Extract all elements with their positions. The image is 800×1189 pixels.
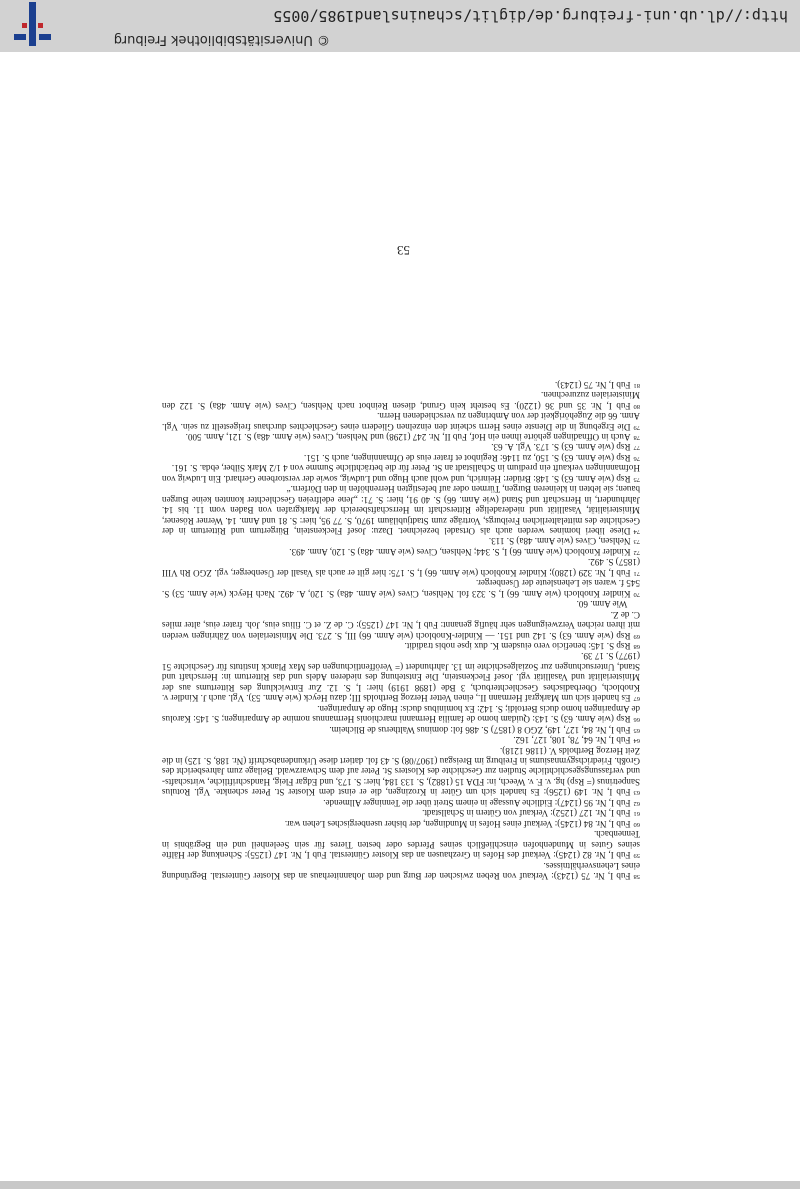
footnote	[162, 724, 640, 734]
footnote-text: Kindler Knobloch (wie Anm. 66) I, S. 344; Nehlsen, Cives (wie Anm. 48a) S. 120, Anm. 493.	[289, 546, 631, 557]
footnote-text: Fub I, Nr. 64, 78, 108, 127, 162.	[513, 735, 631, 746]
footnote-number: 69	[633, 632, 640, 640]
footnote-text: Rsp S. 145: beneficio vero eiusdem K. dux ipse nobis tradidit.	[404, 641, 631, 652]
footnote-number: 72	[633, 548, 640, 556]
footnote-text: Fub I, Nr. 329 (1280); Kindler Knobloch (wie Anm. 66) I, S. 175: hier gilt er auch als Vasall der Üsenberger, vgl. ZGO Rh VIII (1857) S. 492.	[162, 557, 640, 578]
copyright-text: © Universitätsbibliothek Freiburg	[113, 32, 330, 47]
footnote-number: 73	[633, 538, 640, 546]
footnote-text: Fub I, Nr. 149 (1256): Es handelt sich um Güter in Krozingen, die er einst dem Kloster St. Peter schenkte. Vgl. Rotulus Sanpetrinus (= Rsp) hg. v. F. v. Weech, in: FDA 15 (1882), S. 133 184, hier: S. 173, und Edgar Fleig, Handschriftliche, wirtschafts- und verfassungsgeschichtliche Studien zur Geschichte des Klosters St. Peter auf dem Schwarzwald. Beilage zum Jahresbericht des Großh. Friedrichsgymnasiums in Freiburg im Breisgau (1907/08) S. 43 fol. datiert diese Urkundenabschrift (Nr. 188, S. 125) in die Zeit Herzog Bertholds V. (1186 1218).	[162, 745, 640, 798]
footnote	[162, 442, 640, 452]
footnote-text: Rsp (wie Anm. 63) S. 148: Brüder: Heinrich, und wohl auch Hugo und Ludwig, sowie der verstorbene Gerhard. Ein Ludwig von Hofmanningen verkauft ein predium in Schallstadt an St. Peter für die beträchtliche Summe von 4 1/2 Mark Silber, ebda. S. 161.	[162, 463, 640, 484]
footnote	[162, 860, 640, 881]
footnote-text: Fub I, Nr. 95 (1247): Eidliche Aussage in einem Streit über die Tenninger Allmende.	[323, 797, 631, 808]
footnote-number: 77	[633, 444, 640, 452]
footnote-text: Auch in Offnadingen gehörte ihnen ein Hof, Fub II, Nr. 247 (1298) und Nehlsen, Cives (wie Anm. 48a) S. 121, Anm. 500.	[185, 431, 631, 442]
footnote	[162, 818, 640, 828]
footnote	[162, 599, 640, 609]
footnote-text: Rsp (wie Anm. 63) S. 173. Vgl. A. 63.	[491, 442, 631, 453]
footnote	[162, 463, 640, 484]
footnote-number: 65	[633, 726, 640, 734]
footnote-number: 76	[633, 454, 640, 462]
footnote-number: 63	[633, 789, 640, 797]
footnote	[162, 641, 640, 651]
footnote-text: Es handelt sich um Markgraf Hermann II., einen Vetter Herzog Bertholds III; dazu Heyck (wie Anm. 53). Vgl. auch J. Kindler v. Knobloch, Oberbadisches Geschlechterbuch, 3 Bde (1898 1919) hier: I, S. 12. Zur Entwicklung des Rittertums aus der Ministerialität und Vasallität vgl. Josef Fleckenstein, Die Entstehung des niederen Adels und das Rittertum in: Herrschaft und Stand, Untersuchungen zur Sozialgeschichte im 13. Jahrhundert (= Veröffentlichungen des Max Planck Instituts für Geschichte 51 (1977) S. 17 39.	[162, 651, 640, 704]
footnote-number: 80	[633, 402, 640, 410]
footnote-number: 68	[633, 643, 640, 651]
library-logo-icon	[9, 2, 55, 46]
footnote-text: Fub I, Nr. 82 (1245): Verkauf des Hofes in Grezhausen an das Kloster Günterstal. Fub I, Nr. 147 (1255): Schenkung der Hälfte seines Gutes in Mundenhofen einschließlich seines Pferdes oder besten Tieres für sein Seelenheil und ein Begräbnis in Tennenbach.	[162, 829, 640, 861]
footnote	[162, 578, 640, 599]
footnote	[162, 452, 640, 462]
footnote-number: 58	[633, 873, 640, 880]
footnote-text: Fub I, Nr. 84, 127, 149, ZGO 8 (1857) S. 486 fol: dominus Waltherus de Blicheim.	[329, 724, 631, 735]
footnote-text: Fub I, Nr. 35 und 36 (1220). Es besteht kein Grund, diesen Reinbot nach Nehlsen, Cives (wie Anm. 48a) S. 122 den Ministerialen zuzurechnen.	[162, 390, 640, 411]
footnote-number: 71	[633, 569, 640, 577]
footnote-text: Fub I, Nr. 84 (1245): Verkauf eines Hofes in Mundingen, der bisher usenbergisches Lehen war.	[284, 818, 631, 829]
footnote-text: Nehlsen, Cives (wie Anm. 48a) S. 113.	[488, 536, 631, 547]
footnote	[162, 484, 640, 536]
footnote-number: 74	[633, 528, 640, 536]
footnote-number: 70	[633, 590, 640, 598]
footnote	[162, 557, 640, 578]
footnote	[162, 609, 640, 640]
footnote	[162, 547, 640, 557]
footnotes-block	[162, 379, 640, 881]
page-number: 53	[397, 243, 410, 258]
footnote-text: Die Ergebung in die Dienste eines Herrn scheint den einzelnen Gliedern eines Geschlechtes durchaus freigestellt zu sein. Vgl. Anm. 66 die Zugehörigkeit der von Ambringen zu verschiedenen Herrn.	[162, 411, 640, 432]
footnote-text: Fub I, Nr. 75 (1243): Verkauf von Reben zwischen der Burg und dem Johanniterhaus an das Kloster Günterstal. Begründung eines Lehensverhältnisses.	[162, 860, 640, 881]
footnote	[162, 797, 640, 807]
footnote-text: Fub I, Nr. 127 (1252): Verkauf von Gütern in Schallstadt.	[422, 808, 631, 819]
footnote-text: Rsp (wie Anm. 63) S. 142 und 151. — Kindler-Knobloch (wie Anm. 66) III, S. 273. Die Ministerialen von Zähringen werden mit ihren reichen Verzweigungen sehr häufig genannt: Fub I, Nr. 147 (1255): C. de Z. et C. filius eius, Joh. frater eius, alter miles C. de Z.	[162, 609, 640, 641]
footnote-text: Rsp (wie Anm. 63) S. 150, zu 1146: Reginbot et frater eius de Ofmanningen, auch S. 151.	[304, 452, 631, 463]
footnote	[162, 703, 640, 724]
footnote-number: 78	[633, 433, 640, 441]
footnote	[162, 411, 640, 432]
footnote	[162, 379, 640, 389]
footnote-text: Fub I, Nr. 75 (1243).	[554, 379, 631, 390]
footnote	[162, 651, 640, 703]
footnote-number: 62	[633, 799, 640, 807]
footnote	[162, 808, 640, 818]
footnote-number: 75	[633, 475, 640, 483]
footnote	[162, 745, 640, 797]
footnote	[162, 829, 640, 860]
footnote	[162, 735, 640, 745]
document-url-link[interactable]: http://dl.ub.uni-freiburg.de/diglit/schauinsland1985/0055	[273, 7, 788, 25]
footnote-text: Diese liberi homines werden auch als Ortsadel bezeichnet. Dazu: Josef Fleckenstein, Bürgertum und Rittertum in der Geschichte des mittelalterlichen Freiburgs, Vorträge zum Stadtjubiläum 1970, S. 77 95, hier: S. 81 und Anm. 14. Werner Rösener, Ministerialität, Vasallität und niederadelige Ritterschaft im Herrschaftsbereich der Markgrafen von Baden vom 11. bis 14. Jahrhundert, in Herrschaft und Stand (wie Anm. 66) S. 40 91, hier: S. 71: „Jene edelfreien Geschlechter konnten keine Burgen bauen; sie lebten in kleineren Burgen, Türmen oder auf befestigten Herrenhöfen in den Dörfern.“	[162, 484, 640, 537]
footnote-number: 61	[633, 810, 640, 818]
footnote-number: 81	[633, 381, 640, 389]
footnote-text: Wie Anm. 60.	[576, 599, 628, 610]
footnote-text: Rsp (wie Anm. 63) S. 143: Quidam homo de familia Hermanni marchionis Hermannus nomine de Amparingen; S. 145: Karolus de Amparingen homo ducis Bertoldi; S. 142: Ex hominibus ducis: Hugo de Amparingen.	[162, 703, 640, 725]
footnote-number: 59	[633, 852, 640, 860]
footnote-number: 60	[633, 820, 640, 828]
footnote-number: 79	[633, 423, 640, 431]
footnote	[162, 390, 640, 411]
footnote-number: 67	[633, 695, 640, 703]
footnote-number: 64	[633, 737, 640, 745]
bottom-bar	[0, 1181, 800, 1189]
footnote-text: Kindler Knobloch (wie Anm. 66) I, S. 323 fol. Nehlsen, Cives (wie Anm. 48a) S. 120, A. 492. Nach Heyck (wie Anm. 53) S. 545 f. waren sie Lehensleute der Üsenberger.	[162, 578, 640, 599]
footnote	[162, 432, 640, 442]
footnote-number: 66	[633, 716, 640, 724]
footnote	[162, 536, 640, 546]
